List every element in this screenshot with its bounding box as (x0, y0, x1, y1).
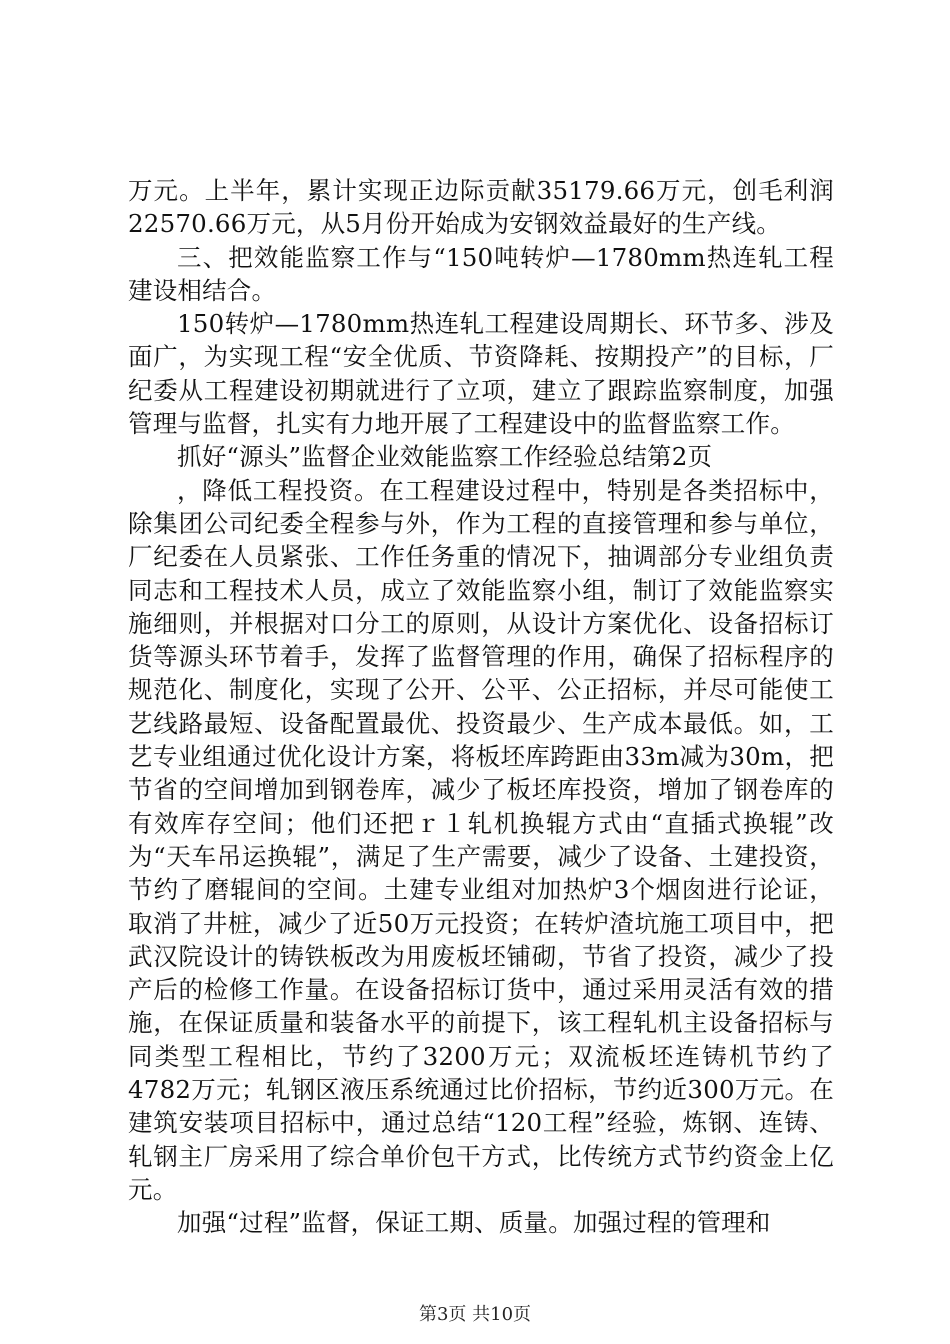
paragraph-continuation: 万元。上半年，累计实现正边际贡献35179.66万元，创毛利润22570.66万元，从5月份开始成为安钢效益最好的生产线。 (128, 176, 834, 239)
document-body (128, 174, 834, 1240)
paragraph-project-overview: 150转炉—1780mm热连轧工程建设周期长、环节多、涉及面广，为实现工程“安全优质、节资降耗、按期投产”的目标，厂纪委从工程建设初期就进行了立项，建立了跟踪监察制度，加强管理与监督，扎实有力地开展了工程建设中的监督监察工作。 (128, 309, 834, 439)
paragraph-process-supervision: 加强“过程”监督，保证工期、质量。加强过程的管理和 (177, 1208, 771, 1238)
section-heading-three: 三、把效能监察工作与“150吨转炉—1780mm热连轧工程建设相结合。 (128, 242, 834, 305)
page-split-title: 抓好“源头”监督企业效能监察工作经验总结第2页 (177, 442, 713, 472)
page-footer: 第3页 共10页 (418, 1304, 532, 1325)
paragraph-investment-reduction: ，降低工程投资。在工程建设过程中，特别是各类招标中，除集团公司纪委全程参与外，作为工程的直接管理和参与单位，厂纪委在人员紧张、工作任务重的情况下，抽调部分专业组负责同志和工程技术人员，成立了效能监察小组，制订了效能监察实施细则，并根据对口分工的原则，从设计方案优化、设备招标订货等源头环节着手，发挥了监督管理的作用，确保了招标程序的规范化、制度化，实现了公开、公平、公正招标，并尽可能使工艺线路最短、设备配置最优、投资最少、生产成本最低。如，工艺专业组通过优化设计方案，将板坯库跨距由33m减为30m，把节省的空间增加到钢卷库，减少了板坯库投资，增加了钢卷库的有效库存空间；他们还把ｒ１轧机换辊方式由“直插式换辊”改为“天车吊运换辊”，满足了生产需要，减少了设备、土建投资，节约了磨辊间的空间。土建专业组对加热炉3个烟囱进行论证，取消了井桩，减少了近50万元投资；在转炉渣坑施工项目中，把武汉院设计的铸铁板改为用废板坯铺砌，节省了投资，减少了投产后的检修工作量。在设备招标订货中，通过采用灵活有效的措施，在保证质量和装备水平的前提下，该工程轧机主设备招标与同类型工程相比，节约了3200万元；双流板坯连铸机节约了4782万元；轧钢区液压系统通过比价招标，节约近300万元。在建筑安装项目招标中，通过总结“120工程”经验，炼钢、连铸、轧钢主厂房采用了综合单价包干方式，比传统方式节约资金上亿元。 (128, 475, 834, 1204)
